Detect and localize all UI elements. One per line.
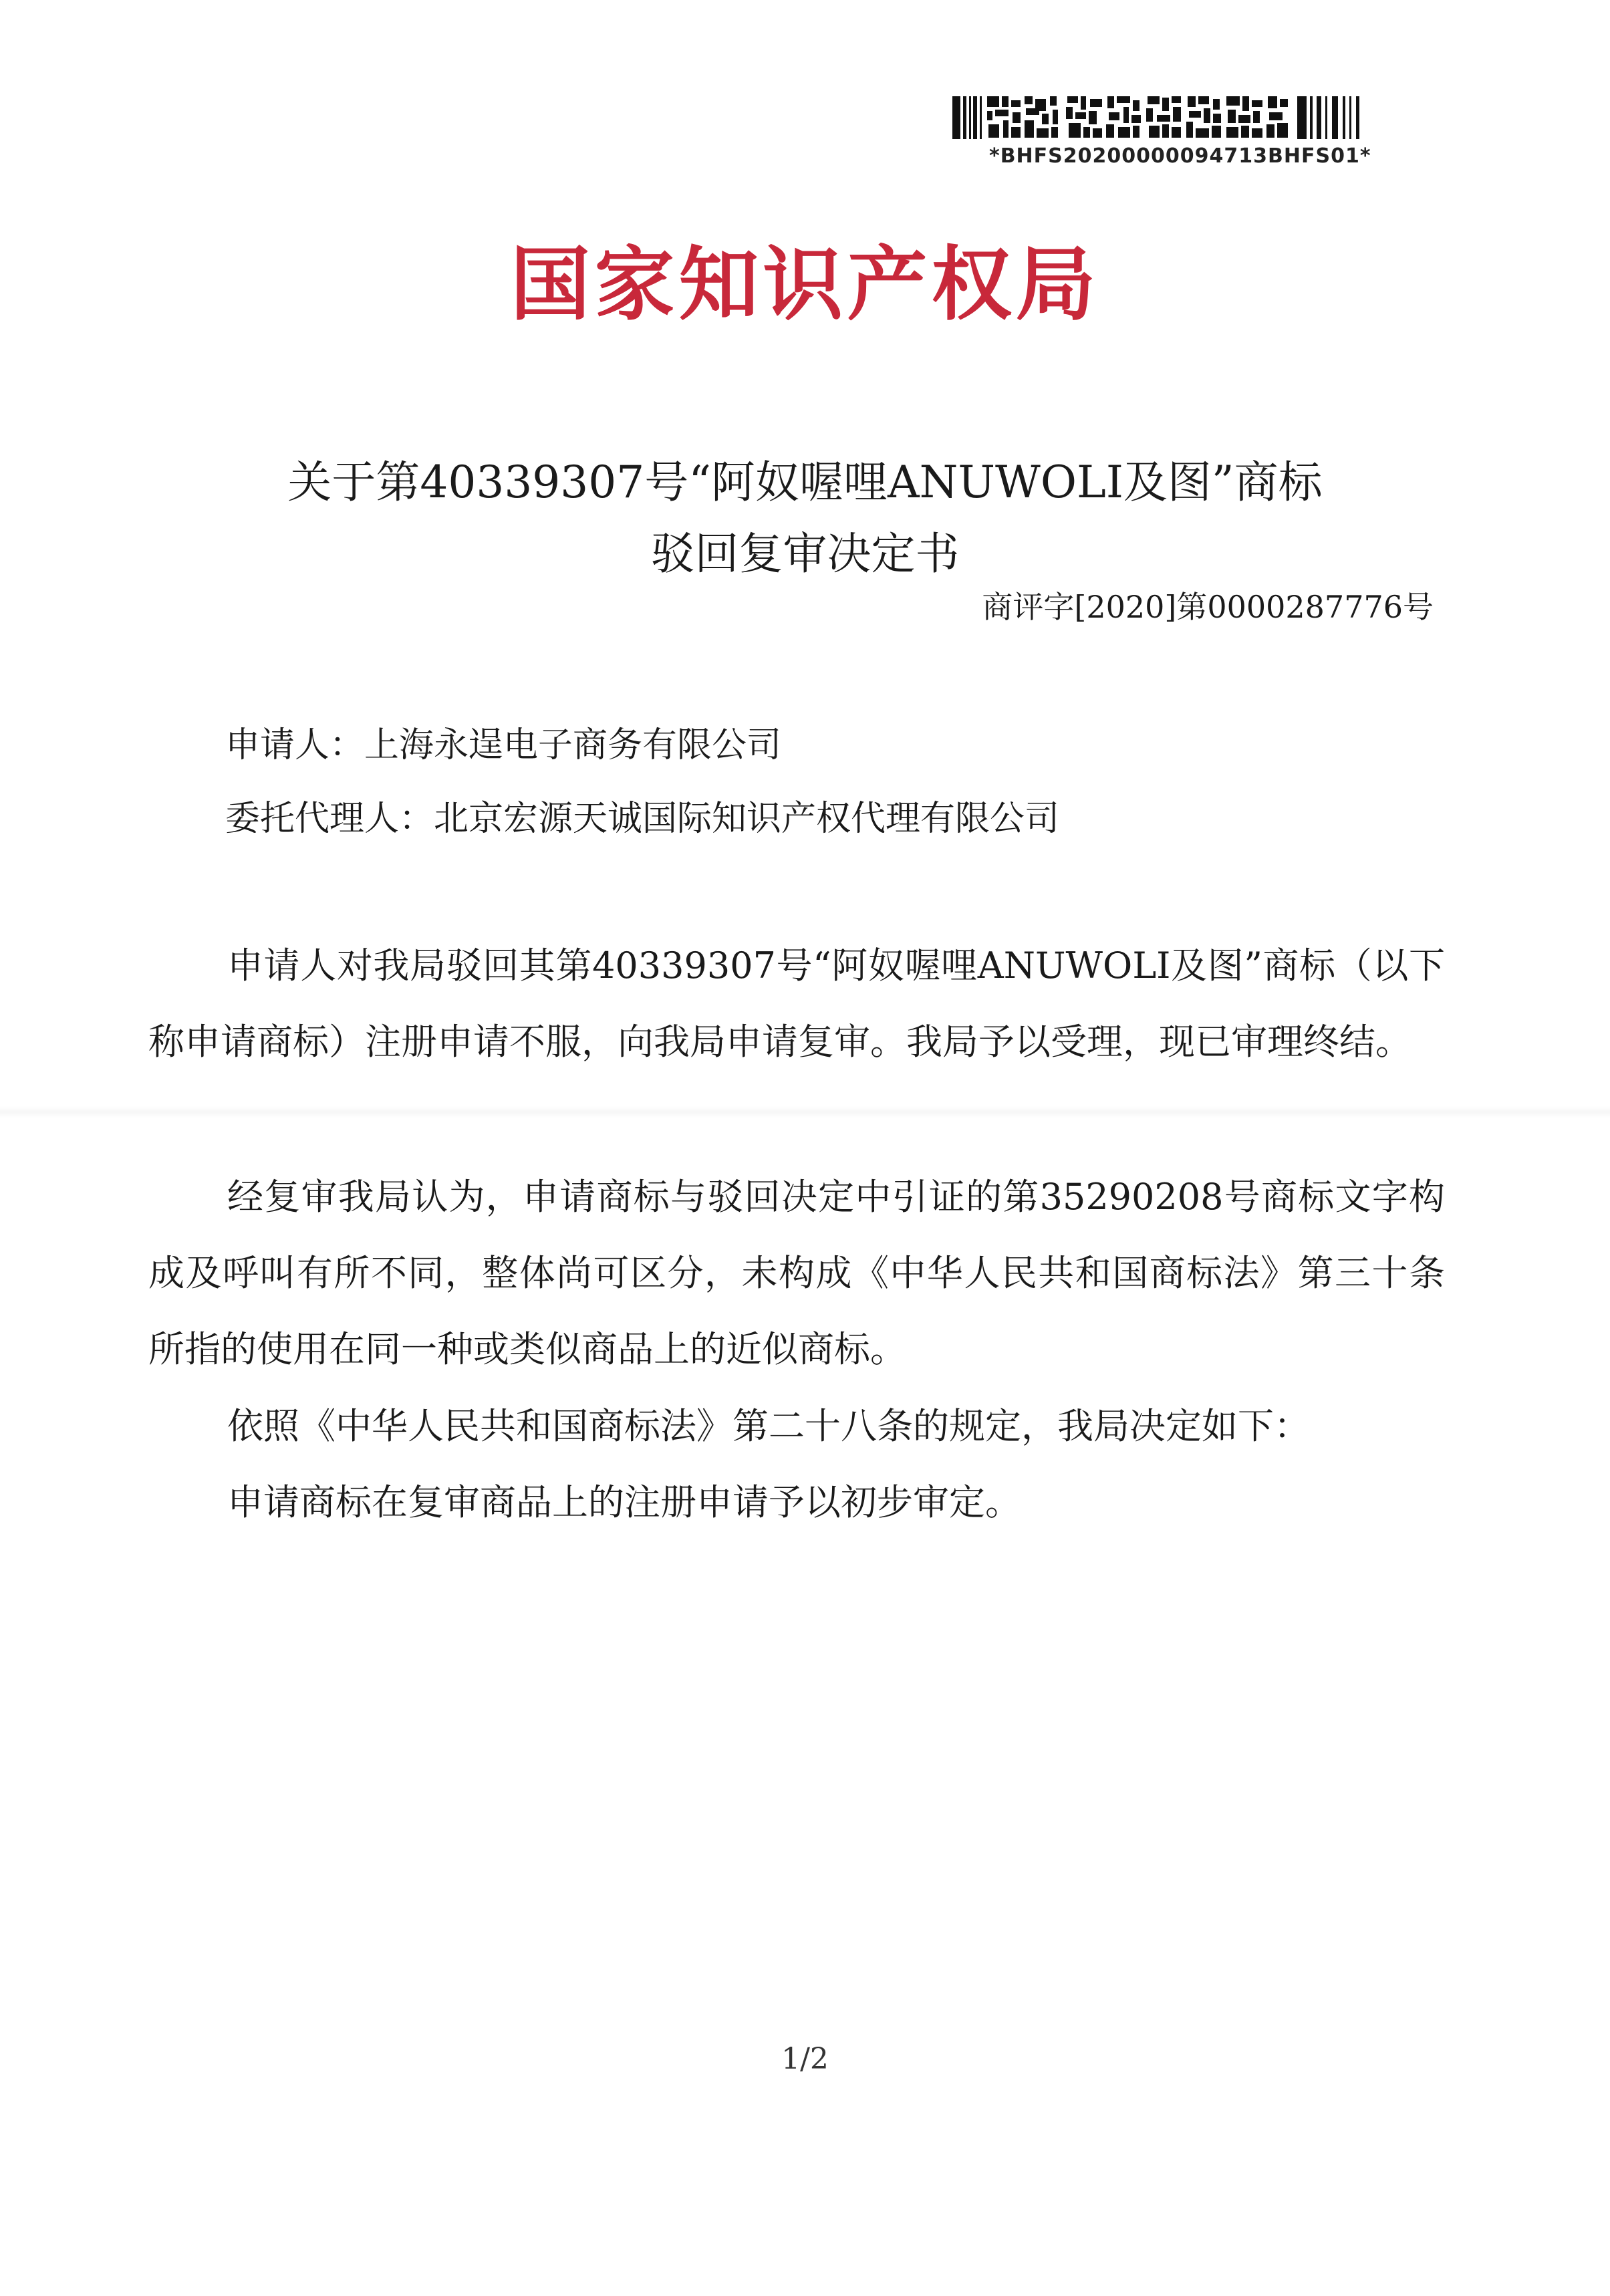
applicant-line: 申请人：上海永逞电子商务有限公司 xyxy=(225,725,782,765)
body-paragraph: 依照《中华人民共和国商标法》第二十八条的规定，我局决定如下： xyxy=(227,1405,1310,1447)
document-title-line2: 驳回复审决定书 xyxy=(650,528,960,580)
barcode-image xyxy=(952,94,1370,142)
office-name-heading: 国家知识产权局 xyxy=(510,239,1100,332)
fold-crease xyxy=(0,1106,1610,1118)
reference-number: 商评字[2020]第0000287776号 xyxy=(982,589,1434,625)
body-paragraph: 申请人对我局驳回其第40339307号“阿奴喔哩ANUWOLI及图”商标（以下称申请商标）注册申请不服，向我局申请复审。我局予以受理，现已审理终结。 xyxy=(148,944,1445,1063)
agent-line: 委托代理人：北京宏源天诚国际知识产权代理有限公司 xyxy=(225,799,1060,839)
barcode-number: *BHFS20200000094713BHFS01* xyxy=(989,144,1371,168)
document-title-line1: 关于第40339307号“阿奴喔哩ANUWOLI及图”商标 xyxy=(287,457,1323,508)
page-number: 1/2 xyxy=(781,2042,829,2076)
body-paragraph: 经复审我局认为，申请商标与驳回决定中引证的第35290208号商标文字构成及呼叫有所不同，整体尚可区分，未构成《中华人民共和国商标法》第三十条所指的使用在同一种或类似商品上的近似商标。 xyxy=(148,1176,1445,1370)
body-paragraph: 申请商标在复审商品上的注册申请予以初步审定。 xyxy=(227,1481,1021,1523)
